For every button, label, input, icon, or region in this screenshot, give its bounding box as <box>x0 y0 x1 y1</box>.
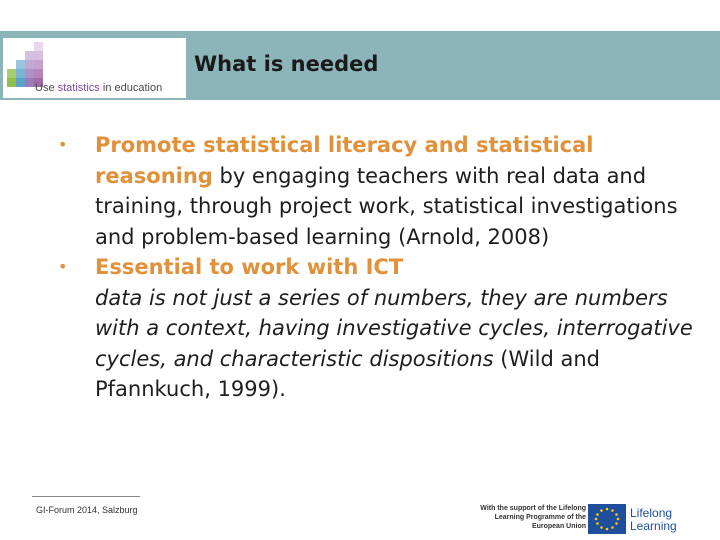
bullet-dot-icon: • <box>58 135 68 154</box>
bullet-quote: data is not just a series of numbers, they are numbers with a context, having investigative cycles, interrogative cycles, and characteristic dispositions <box>95 285 693 371</box>
bullet-text: by engaging teachers with real data and training, through project work, statistical investigations and problem-based learning (Arnold, 2008) <box>95 163 678 249</box>
bullet-dot-icon: • <box>58 257 68 276</box>
footer-conference: GI-Forum 2014, Salzburg <box>36 505 138 515</box>
eu-support-text <box>470 504 586 531</box>
bullet-highlight: Promote statistical literacy and statistical reasoning <box>95 133 594 188</box>
logo-text-suffix: in education <box>99 82 163 94</box>
support-line: European Union <box>531 523 586 530</box>
ll-line: Learning <box>630 519 677 533</box>
support-line: Learning Programme of the <box>494 514 586 521</box>
logo-text <box>35 82 162 94</box>
bullet-item <box>58 252 698 405</box>
bullet-item <box>58 130 698 252</box>
support-line: With the support of the Lifelong <box>480 505 586 512</box>
page-title: What is needed <box>194 52 379 76</box>
bullet-text: (Wild and Pfannkuch, 1999). <box>95 346 600 401</box>
lifelong-learning-logo <box>630 507 677 533</box>
bullet-list <box>58 130 698 405</box>
eu-flag-icon <box>588 504 626 534</box>
footer-divider <box>32 496 140 497</box>
bullet-highlight: Essential to work with ICT <box>95 255 404 279</box>
logo-text-highlight: statistics <box>57 82 100 94</box>
logo-text-prefix: Use <box>35 82 58 94</box>
logo <box>3 38 186 98</box>
ll-line: Lifelong <box>630 506 673 520</box>
